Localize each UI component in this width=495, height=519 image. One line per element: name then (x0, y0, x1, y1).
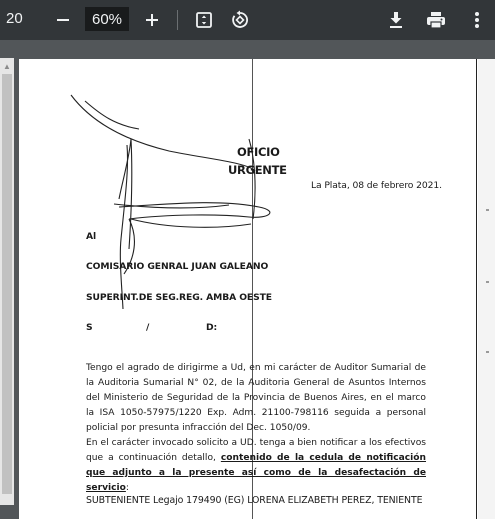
paragraph-2 (86, 436, 426, 496)
place-date: La Plata, 08 de febrero 2021. (311, 180, 442, 191)
more-options-button[interactable] (463, 6, 491, 34)
rotate-button[interactable] (226, 6, 254, 34)
zoom-input[interactable]: 60% (85, 7, 129, 31)
fit-to-page-button[interactable] (190, 6, 218, 34)
paragraph-2-underlined: contenido de la cedula de notificación que adjunto a la presente así como de la desafectación de servicio (86, 453, 427, 493)
officer-line: SUBTENIENTE Legajo 179490 (EG) LORENA ELIZABETH PEREZ, TENIENTE (86, 495, 423, 506)
fit-to-page-icon (195, 11, 213, 29)
scroll-up-icon[interactable]: ▲ (3, 62, 11, 71)
more-vert-icon (474, 11, 480, 29)
slash-label: / (146, 322, 150, 333)
recipient-name: COMISARIO GENRAL JUAN GALEANO (86, 261, 269, 272)
paragraph-1: Tengo el agrado de dirigirme a Ud, en mi carácter de Auditor Sumarial de la Auditoria Sumarial N° 02, de la Auditoria General de Asuntos Internos del Ministerio de Seguridad de la Provincia de Buenos Aires, en el marco la ISA 1050-57975/1220 Exp. Adm. 21100-798116 seguida a personal policial por presunta infracción del Dec. 1050/09. (86, 363, 426, 433)
paragraph-2-start: En el carácter invocado solicito a UD. tenga a bien notificar a los efectivos que a continuación detallo, (86, 438, 426, 463)
print-icon (426, 11, 446, 29)
doc-title-line2: URGENTE (228, 163, 287, 177)
pdf-page (19, 59, 495, 519)
recipient-office: SUPERINT.DE SEG.REG. AMBA OESTE (86, 292, 272, 303)
rotate-icon (230, 10, 250, 30)
zoom-in-button[interactable] (138, 6, 166, 34)
plus-icon (145, 13, 159, 27)
toolbar-divider (177, 10, 178, 30)
doc-title-line1: OFICIO (237, 145, 280, 159)
paragraph-2-end: : (125, 483, 129, 493)
scan-margin (478, 59, 495, 519)
pdf-toolbar (0, 0, 495, 40)
salutation-to: Al (86, 231, 97, 242)
zoom-out-button[interactable] (49, 6, 77, 34)
scrollbar-thumb[interactable] (2, 74, 12, 494)
minus-icon (56, 13, 70, 27)
download-icon (388, 11, 404, 29)
page-number[interactable]: 20 (6, 10, 23, 27)
download-button[interactable] (382, 6, 410, 34)
s-label: S (86, 322, 93, 333)
scrollbar-track[interactable] (0, 58, 14, 505)
print-button[interactable] (422, 6, 450, 34)
d-label: D: (206, 322, 218, 333)
